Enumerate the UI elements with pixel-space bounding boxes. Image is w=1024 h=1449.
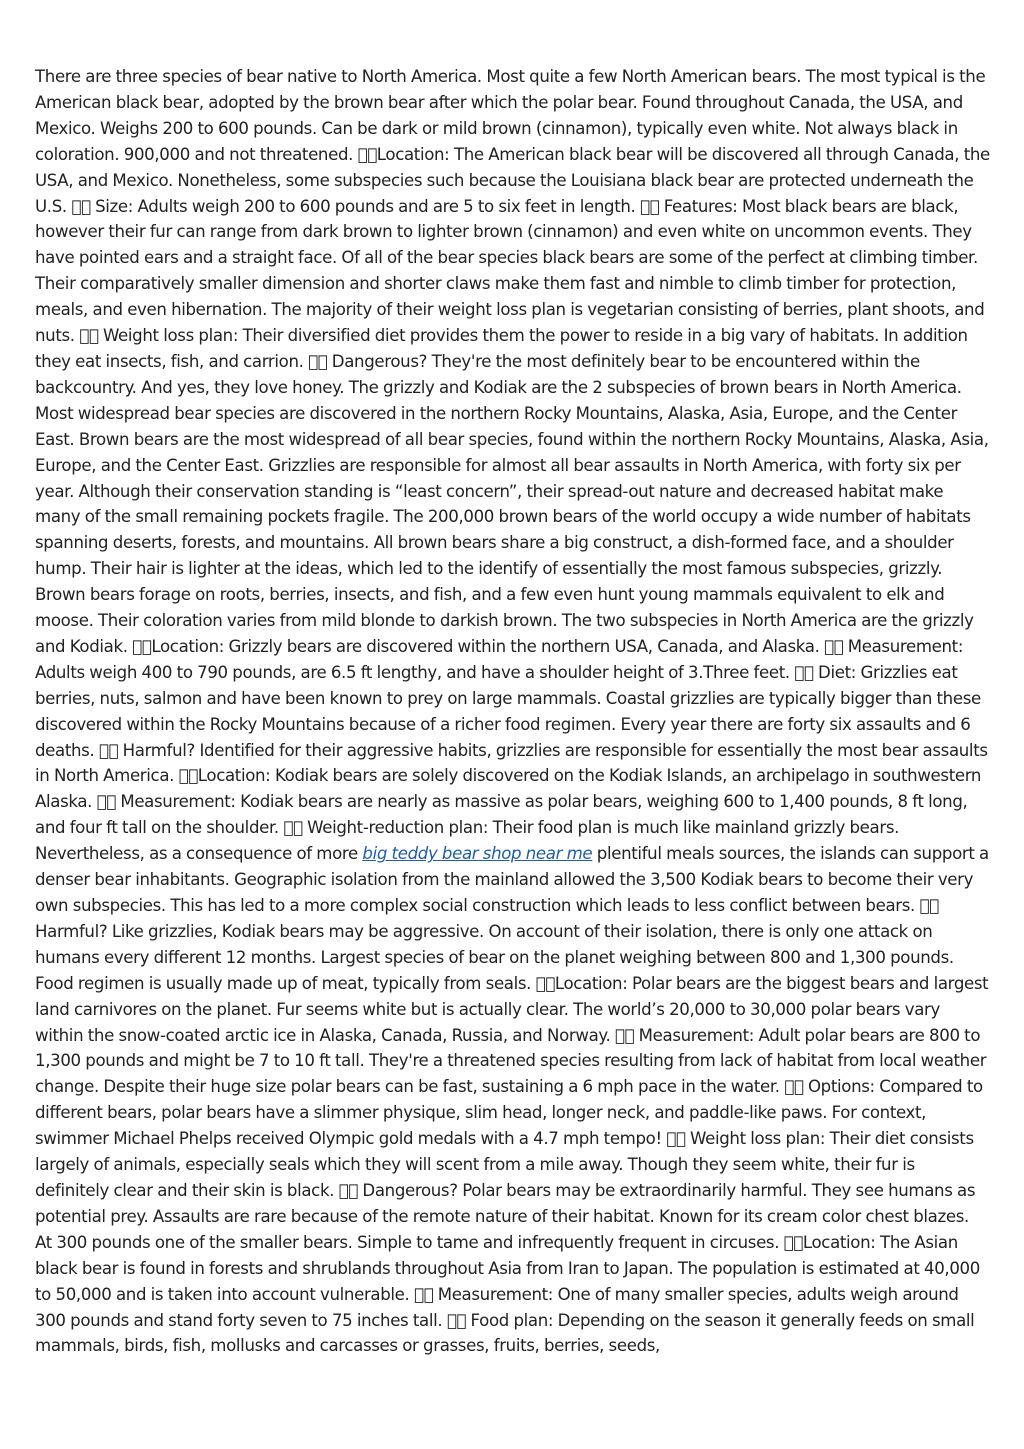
inline-link[interactable]: big teddy bear shop near me (362, 844, 593, 864)
document-page (35, 64, 990, 1359)
text-after-link: plentiful meals sources, the islands can support a denser bear inhabitants. Geographic isolation from the mainland allowed the 3,500 Kodiak bears to become their very own subspecies. This has led to a more complex social construction which leads to less conflict between bears.    Harmful? Like grizzlies, Kodiak bears may be aggressive. On account of their isolation, there is only one attack on humans every different 12 months. Largest species of bear on the planet weighing between 800 and 1,300 pounds. Food regimen is usually made up of meat, typically from seals.   Location: Polar bears are the biggest bears and largest land carnivores on the planet. Fur seems white but is actually clear. The world’s 20,000 to 30,000 polar bears vary within the snow-coated arctic ice in Alaska, Canada, Russia, and Norway.    Measurement: Adult polar bears are 800 to 1,300 pounds and might be 7 to 10 ft tall. They're a threatened species resulting from lack of habitat from local weather change. Despite their huge size polar bears can be fast, sustaining a 6 mph pace in the water.    Options: Compared to different bears, polar bears have a slimmer physique, slim head, longer neck, and paddle-like paws. For context, swimmer Michael Phelps received Olympic gold medals with a 4.7 mph tempo!    Weight loss plan: Their diet consists largely of animals, especially seals which they will scent from a mile away. Though they seem white, their fur is definitely clear and their skin is black.    Dangerous? Polar bears may be extraordinarily harmful. They see humans as potential prey. Assaults are rare because of the remote nature of their habitat. Known for its cream color chest blazes. At 300 pounds one of the smaller bears. Simple to tame and infrequently frequent in circuses.   Location: The Asian black bear is found in forests and shrublands throughout Asia from Iran to Japan. The population is estimated at 40,000 to 50,000 and is taken into account vulnerable.    Measurement: One of many smaller species, adults weigh around 300 pounds and stand forty seven to 75 inches tall.    Food plan: Depending on the season it generally feeds on small mammals, birds, fish, mollusks and carcasses or grasses, fruits, berries, seeds, (35, 844, 989, 1356)
text-before-link: There are three species of bear native to North America. Most quite a few North American bears. The most typical is the American black bear, adopted by the brown bear after which the polar bear. Found throughout Canada, the USA, and Mexico. Weighs 200 to 600 pounds. Can be dark or mild brown (cinnamon), typically even white. Not always black in coloration. 900,000 and not threatened.   Location: The American black bear will be discovered all through Canada, the USA, and Mexico. Nonetheless, some subspecies such because the Louisiana black bear are protected underneath the U.S.    Size: Adults weigh 200 to 600 pounds and are 5 to six feet in length.    Features: Most black bears are black, however their fur can range from dark brown to lighter brown (cinnamon) and even white on uncommon events. They have pointed ears and a straight face. Of all of the bear species black bears are some of the perfect at climbing timber. Their comparatively smaller dimension and shorter claws make them fast and nimble to climb timber for protection, meals, and even hibernation. The majority of their weight loss plan is vegetarian consisting of berries, plant shoots, and nuts.    Weight loss plan: Their diversified diet provides them the power to reside in a big vary of habitats. In addition they eat insects, fish, and carrion.    Dangerous? They're the most definitely bear to be encountered within the backcountry. And yes, they love honey. The grizzly and Kodiak are the 2 subspecies of brown bears in North America. Most widespread bear species are discovered in the northern Rocky Mountains, Alaska, Asia, Europe, and the Center East. Brown bears are the most widespread of all bear species, found within the northern Rocky Mountains, Alaska, Asia, Europe, and the Center East. Grizzlies are responsible for almost all bear assaults in North America, with forty six per year. Although their conservation standing is “least concern”, their spread-out nature and decreased habitat make many of the small remaining pockets fragile. The 200,000 brown bears of the world occupy a wide number of habitats spanning deserts, forests, and mountains. All brown bears share a big construct, a dish-formed face, and a shoulder hump. Their hair is lighter at the ideas, which led to the identify of essentially the most famous subspecies, grizzly. Brown bears forage on roots, berries, insects, and fish, and a few even hunt young mammals equivalent to elk and moose. Their coloration varies from mild blonde to darkish brown. The two subspecies in North America are the grizzly and Kodiak.   Location: Grizzly bears are discovered within the northern USA, Canada, and Alaska.    Measurement: Adults weigh 400 to 790 pounds, are 6.5 ft lengthy, and have a shoulder height of 3.Three feet.    Diet: Grizzlies eat berries, nuts, salmon and have been known to prey on large mammals. Coastal grizzlies are typically bigger than these discovered within the Rocky Mountains because of a richer food regimen. Every year there are forty six assaults and 6 deaths.    Harmful? Identified for their aggressive habits, grizzlies are responsible for essentially the most bear assaults in North America.   Location: Kodiak bears are solely discovered on the Kodiak Islands, an archipelago in southwestern Alaska.    Measurement: Kodiak bears are nearly as massive as polar bears, weighing 600 to 1,400 pounds, 8 ft long, and four ft tall on the shoulder.    Weight-reduction plan: Their food plan is much like mainland grizzly bears. Nevertheless, as a consequence of more (35, 67, 990, 864)
body-paragraph (35, 64, 990, 1359)
